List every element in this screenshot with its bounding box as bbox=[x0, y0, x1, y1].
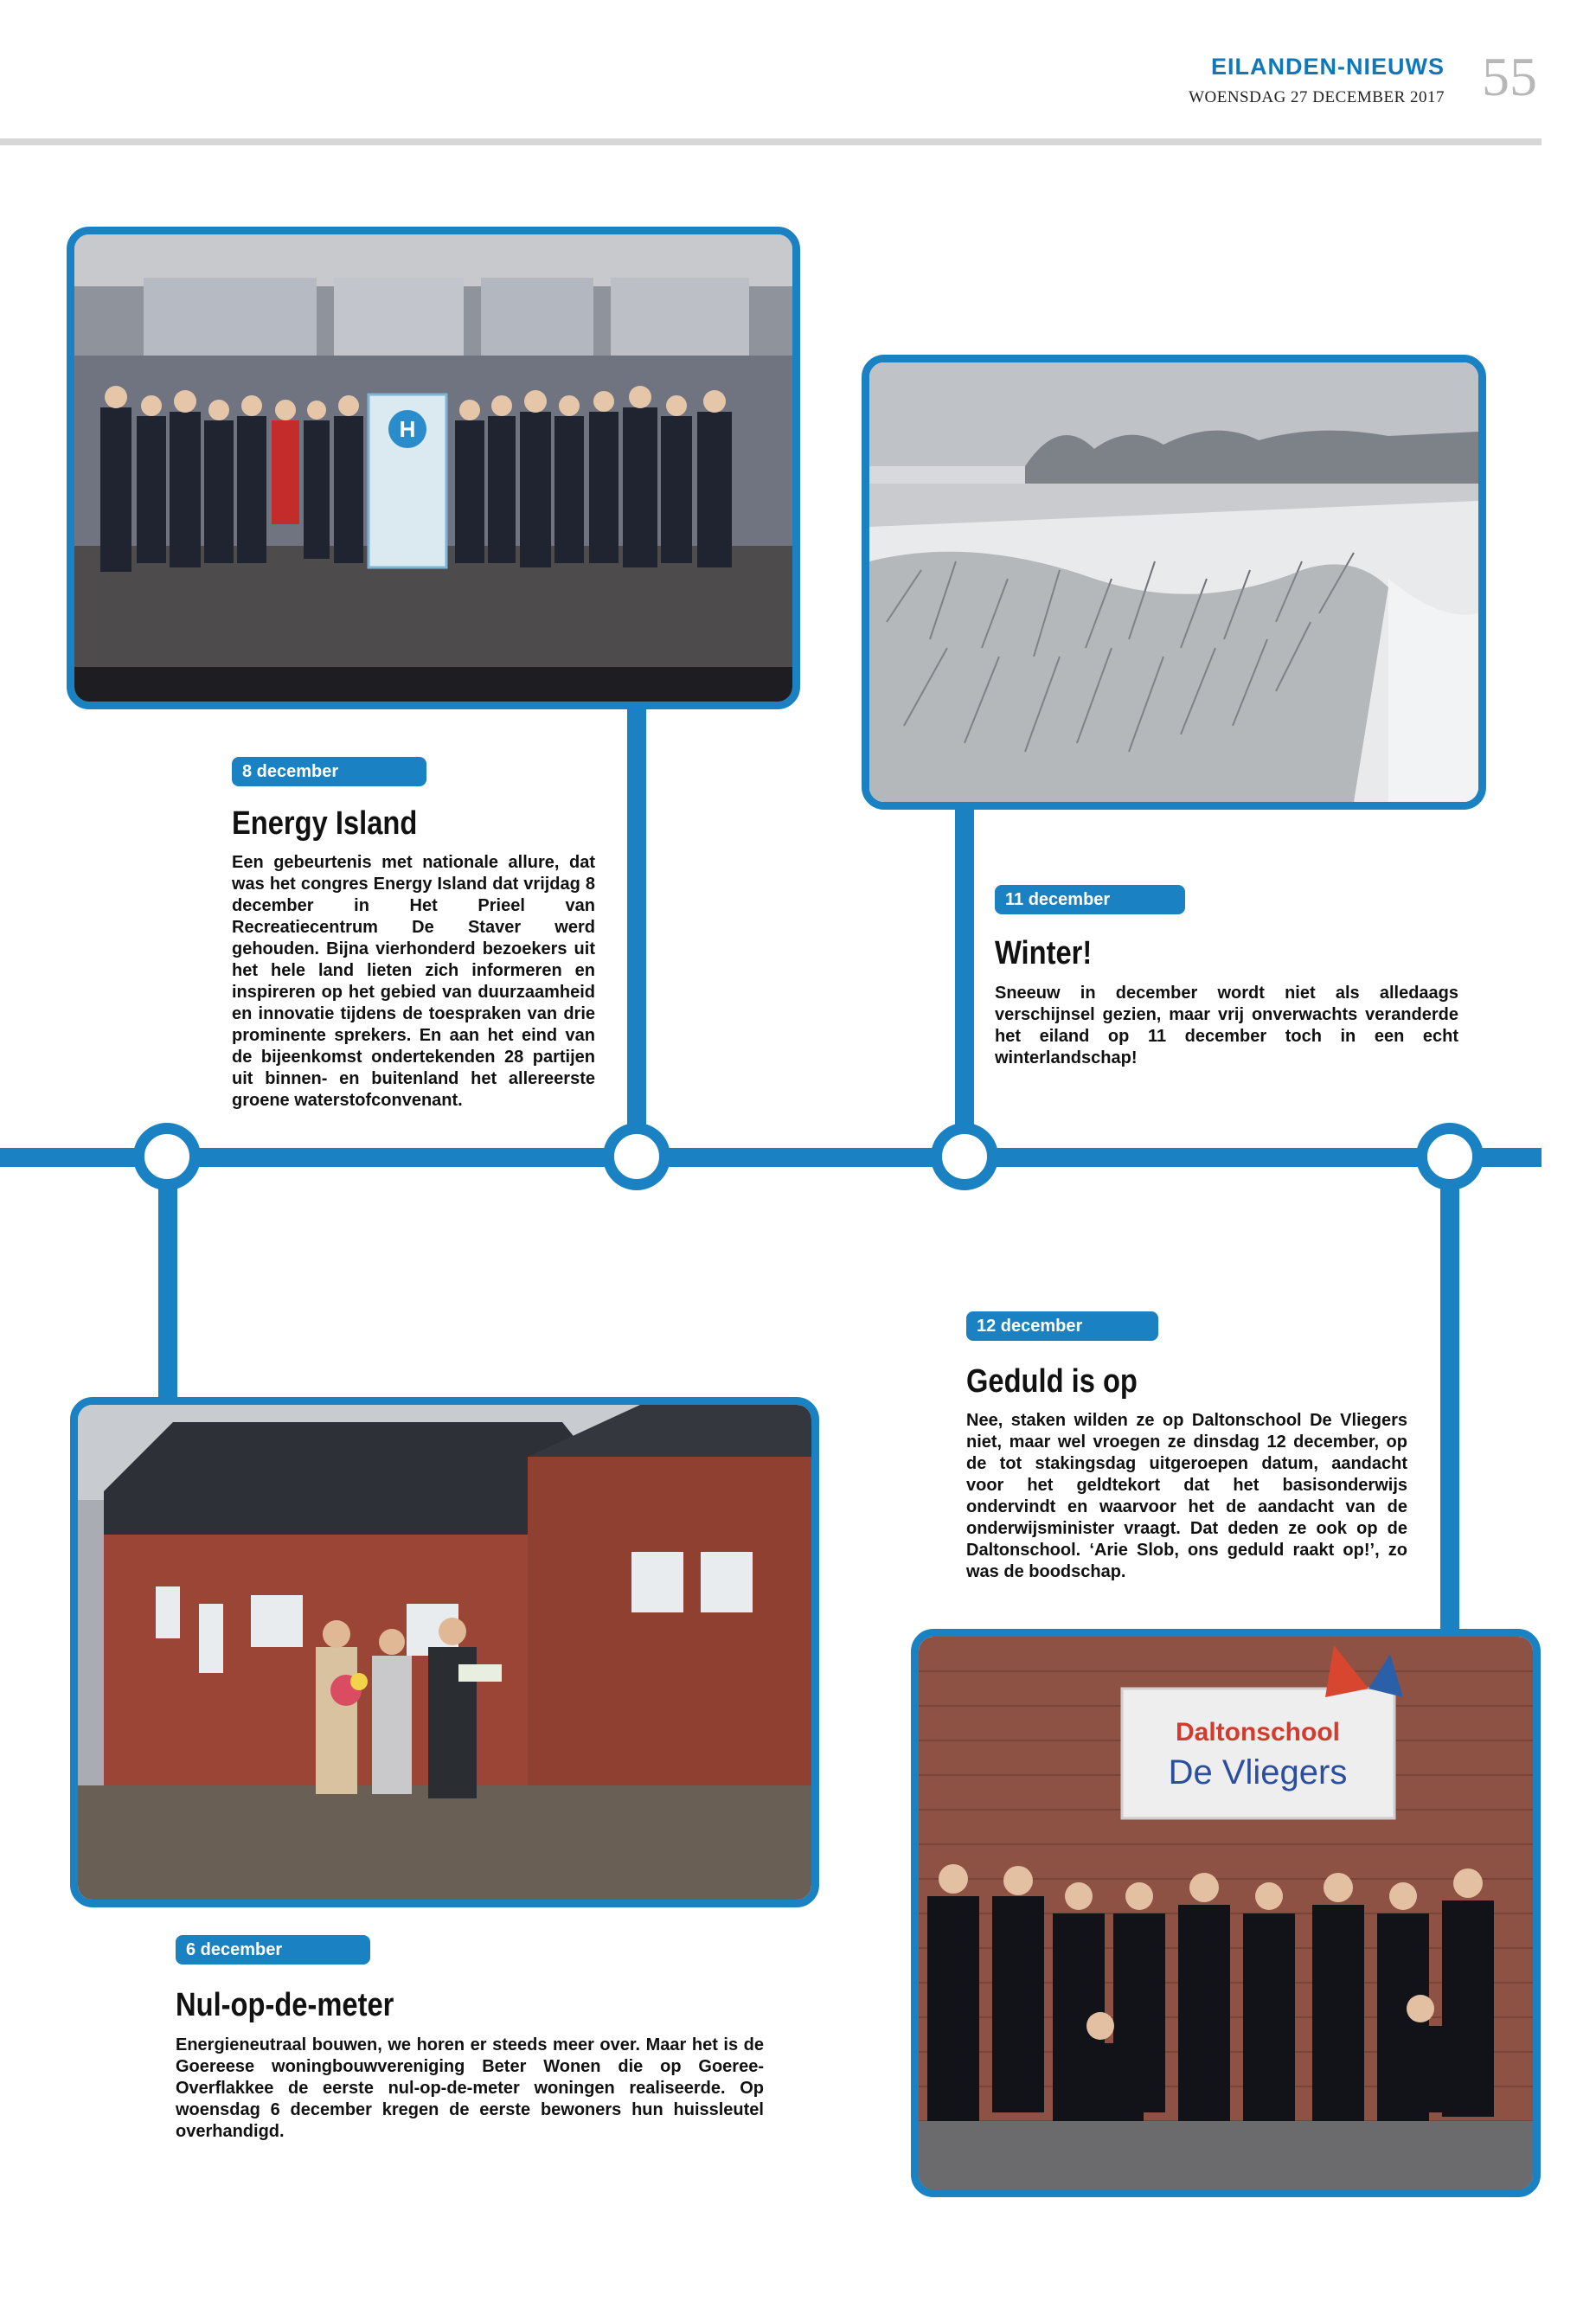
timeline-node bbox=[1416, 1123, 1484, 1190]
timeline-connector-geduld bbox=[1440, 1159, 1459, 1631]
photo-nul-op-de-meter bbox=[70, 1397, 819, 1907]
date-badge-energy-island: 8 december bbox=[232, 757, 426, 786]
body-winter: Sneeuw in december wordt niet als alledaags verschijnsel gezien, maar vrij onverwachts veranderde het eiland op 11 december toch in een echt winterlandschap! bbox=[995, 984, 1458, 1067]
date-badge-geduld: 12 december bbox=[966, 1311, 1158, 1341]
header-rule bbox=[0, 138, 1542, 145]
timeline-connector-winter bbox=[955, 804, 974, 1150]
date-badge-winter: 11 december bbox=[995, 885, 1185, 914]
timeline-node bbox=[603, 1123, 670, 1190]
headline-nul: Nul-op-de-meter bbox=[176, 1987, 394, 2023]
headline-energy-island: Energy Island bbox=[232, 805, 418, 842]
body-geduld: Nee, staken wilden ze op Daltonschool De Vliegers niet, maar wel vroegen ze dinsdag 12 december, op de tot stakingsdag uitgeroepen datum, aandacht voor het geldtekort dat het basisonderwijs ondervindt en waarvoor het de aandacht van de onderwijsminister vraagt. Dat deden ze ook op de Daltonschool. ‘Arie Slob, ons geduld raakt op!’, zo was de boodschap. bbox=[966, 1411, 1407, 1581]
publication-date: WOENSDAG 27 DECEMBER 2017 bbox=[1189, 88, 1445, 106]
date-badge-nul: 6 december bbox=[176, 1935, 370, 1965]
timeline-connector-energy bbox=[627, 701, 646, 1150]
body-energy-island: Een gebeurtenis met nationale allure, dat was het congres Energy Island dat vrijdag 8 december in Het Prieel van Recreatiecentrum De Staver werd gehouden. Bijna vierhonderd bezoekers uit het hele land lieten zich informeren en inspireren op het gebied van duurzaamheid en innovatie tijdens de toespraken van drie prominente sprekers. En aan het eind van de bijeenkomst ondertekenden 28 partijen uit binnen- en buitenland het allereerste groene waterstofconvenant. bbox=[232, 853, 595, 1110]
school-sign-line2: De Vliegers bbox=[1168, 1753, 1348, 1791]
timeline-connector-nul bbox=[158, 1159, 177, 1403]
photo-daltonschool bbox=[911, 1629, 1541, 2197]
masthead: EILANDEN-NIEUWS bbox=[1211, 54, 1445, 80]
photo-winter bbox=[862, 355, 1486, 810]
headline-winter: Winter! bbox=[995, 935, 1093, 971]
photo-energy-island bbox=[67, 227, 800, 709]
timeline-node bbox=[133, 1123, 201, 1190]
school-sign-line1: Daltonschool bbox=[1175, 1718, 1341, 1747]
headline-geduld: Geduld is op bbox=[966, 1363, 1138, 1400]
timeline-horizontal bbox=[0, 1148, 1542, 1167]
page-number: 55 bbox=[1482, 46, 1537, 107]
timeline-node bbox=[931, 1123, 998, 1190]
energy-sign-letter: H bbox=[399, 416, 416, 442]
body-nul: Energieneutraal bouwen, we horen er steeds meer over. Maar het is de Goereese woningbouwvereniging Beter Wonen die op Goeree-Overflakkee de eerste nul-op-de-meter woningen realiseerde. Op woensdag 6 december kregen de eerste bewoners hun huissleutel overhandigd. bbox=[176, 2035, 764, 2141]
